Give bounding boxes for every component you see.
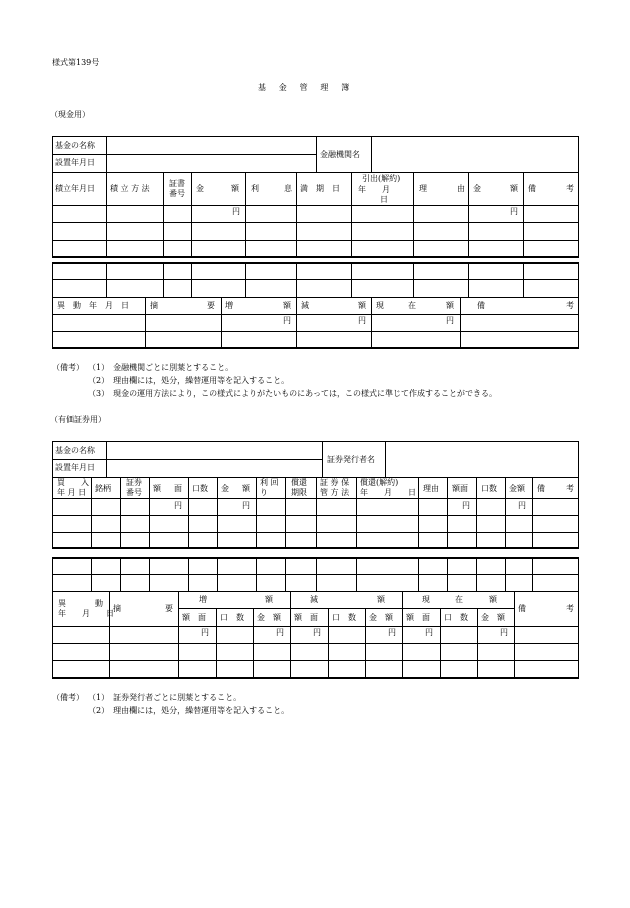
col-amount: 金 額 <box>257 613 281 622</box>
col-change-2: 年 月 日 <box>58 609 114 618</box>
yen-unit: 円 <box>232 207 240 216</box>
yen-unit: 円 <box>518 501 526 510</box>
note-item: （2） 理由欄には，処分，繰替運用等を記入すること。 <box>88 376 290 385</box>
yen-unit: 円 <box>500 628 508 637</box>
col-remarks: 備 <box>537 484 545 493</box>
col-amount-b: 額 <box>242 484 250 493</box>
note-item: （1） 金融機関ごとに別葉とすること。 <box>88 363 234 372</box>
page-title: 基 金 管 理 簿 <box>258 83 352 92</box>
col-redeem-1: 償還 <box>291 478 307 487</box>
col-increase-b: 額 <box>283 301 291 310</box>
col-reason-b: 由 <box>457 184 465 193</box>
col-interest: 利 <box>251 184 259 193</box>
col-count: 口 数 <box>220 613 244 622</box>
col-current-c: 額 <box>446 301 454 310</box>
col-cert-no-2: 番号 <box>169 189 185 198</box>
col-increase: 増 <box>199 595 207 604</box>
col-decrease: 減 <box>301 301 309 310</box>
col-remarks: 備 <box>528 184 536 193</box>
col-current: 現 <box>376 301 384 310</box>
form-number: 様式第139号 <box>52 58 100 67</box>
col-purchase-1: 買 入 <box>57 478 89 487</box>
col-rate-1: 利 回 <box>260 478 279 487</box>
col-remarks-b: 考 <box>566 604 574 613</box>
yen-unit: 円 <box>425 628 433 637</box>
col-reason: 理由 <box>423 484 439 493</box>
yen-unit: 円 <box>358 316 366 325</box>
yen-unit: 円 <box>388 628 396 637</box>
col-face-b: 面 <box>174 484 182 493</box>
col-amount-2: 金 <box>473 184 481 193</box>
col-redemption-1: 償還(解約) <box>360 478 399 487</box>
col-face: 額 面 <box>406 613 430 622</box>
col-remarks-b: 考 <box>566 484 574 493</box>
col-count-2: 口数 <box>481 484 497 493</box>
col-deposit-date: 積立年月日 <box>55 184 95 193</box>
yen-unit: 円 <box>313 628 321 637</box>
col-redemption-2: 年 月 日 <box>360 488 416 497</box>
col-current-c: 額 <box>489 595 497 604</box>
col-decrease: 減 <box>310 595 318 604</box>
col-brand: 銘柄 <box>95 484 111 493</box>
col-decrease-b: 額 <box>377 595 385 604</box>
col-amount-2: 金額 <box>509 484 525 493</box>
col-increase-b: 額 <box>265 595 273 604</box>
col-change-1: 異 <box>58 599 66 608</box>
note-item: （3） 現金の運用方法により，この様式によりがたいものにあっては，この様式に準じて作成することができる。 <box>88 389 498 398</box>
institution-label: 金融機関名 <box>320 150 360 159</box>
yen-unit: 円 <box>201 628 209 637</box>
col-count: 口 数 <box>332 613 356 622</box>
col-remarks: 備 <box>477 301 485 310</box>
yen-unit: 円 <box>510 207 518 216</box>
col-summary: 摘 <box>113 604 121 613</box>
col-custody-2: 管 方 法 <box>320 488 350 497</box>
col-amount-2-b: 額 <box>510 184 518 193</box>
col-summary: 摘 <box>150 301 158 310</box>
yen-unit: 円 <box>462 501 470 510</box>
yen-unit: 円 <box>446 316 454 325</box>
col-custody-1: 証 券 保 <box>320 478 350 487</box>
col-face: 額 面 <box>294 613 318 622</box>
col-face-2: 額面 <box>452 484 468 493</box>
col-amount: 金 額 <box>481 613 505 622</box>
notes-label: （備考） <box>52 693 84 702</box>
col-cert-no-1: 証書 <box>169 179 185 188</box>
col-face: 額 <box>153 484 161 493</box>
col-purchase-2: 年 月 日 <box>57 488 87 497</box>
col-face: 額 面 <box>182 613 206 622</box>
col-summary-b: 要 <box>207 301 215 310</box>
col-current-b: 在 <box>455 595 463 604</box>
col-reason: 理 <box>419 184 427 193</box>
col-redeem-2: 期限 <box>291 488 307 497</box>
col-amount: 金 <box>196 184 204 193</box>
col-change-1b: 動 <box>95 599 103 608</box>
col-current-b: 在 <box>408 301 416 310</box>
col-withdraw-2: 年 月 <box>358 185 390 194</box>
col-withdraw-1: 引出(解約) <box>362 174 401 183</box>
col-rate-2: り <box>260 488 268 497</box>
col-count: 口数 <box>192 484 208 493</box>
col-maturity: 満 期 日 <box>300 184 340 193</box>
note-item: （2） 理由欄には，処分，繰替運用等を記入すること。 <box>88 706 290 715</box>
col-count: 口 数 <box>444 613 468 622</box>
col-sec-no-2: 番号 <box>126 488 142 497</box>
col-current: 現 <box>422 595 430 604</box>
col-remarks: 備 <box>518 604 526 613</box>
yen-unit: 円 <box>283 316 291 325</box>
yen-unit: 円 <box>276 628 284 637</box>
yen-unit: 円 <box>242 501 250 510</box>
securities-section-label: （有価証券用） <box>50 415 106 424</box>
col-remarks-b: 考 <box>566 184 574 193</box>
col-increase: 増 <box>225 301 233 310</box>
note-item: （1） 証券発行者ごとに別葉とすること。 <box>88 693 242 702</box>
issuer-label: 証券発行者名 <box>327 455 375 464</box>
col-amount: 金 額 <box>369 613 393 622</box>
col-method: 積 立 方 法 <box>110 184 150 193</box>
established-label: 設置年月日 <box>55 158 95 167</box>
col-summary-b: 要 <box>165 604 173 613</box>
yen-unit: 円 <box>174 501 182 510</box>
fund-name-label: 基金の名称 <box>55 446 95 455</box>
established-label: 設置年月日 <box>55 463 95 472</box>
col-remarks-b: 考 <box>566 301 574 310</box>
col-interest-b: 息 <box>284 184 292 193</box>
cash-section-label: （現金用） <box>50 110 90 119</box>
col-change-date: 異 動 年 月 日 <box>57 301 129 310</box>
fund-name-label: 基金の名称 <box>55 141 95 150</box>
col-amount: 金 <box>221 484 229 493</box>
col-amount-b: 額 <box>231 184 239 193</box>
col-sec-no-1: 証券 <box>126 478 142 487</box>
notes-label: （備考） <box>52 363 84 372</box>
col-withdraw-3: 日 <box>380 195 388 204</box>
col-decrease-b: 額 <box>358 301 366 310</box>
